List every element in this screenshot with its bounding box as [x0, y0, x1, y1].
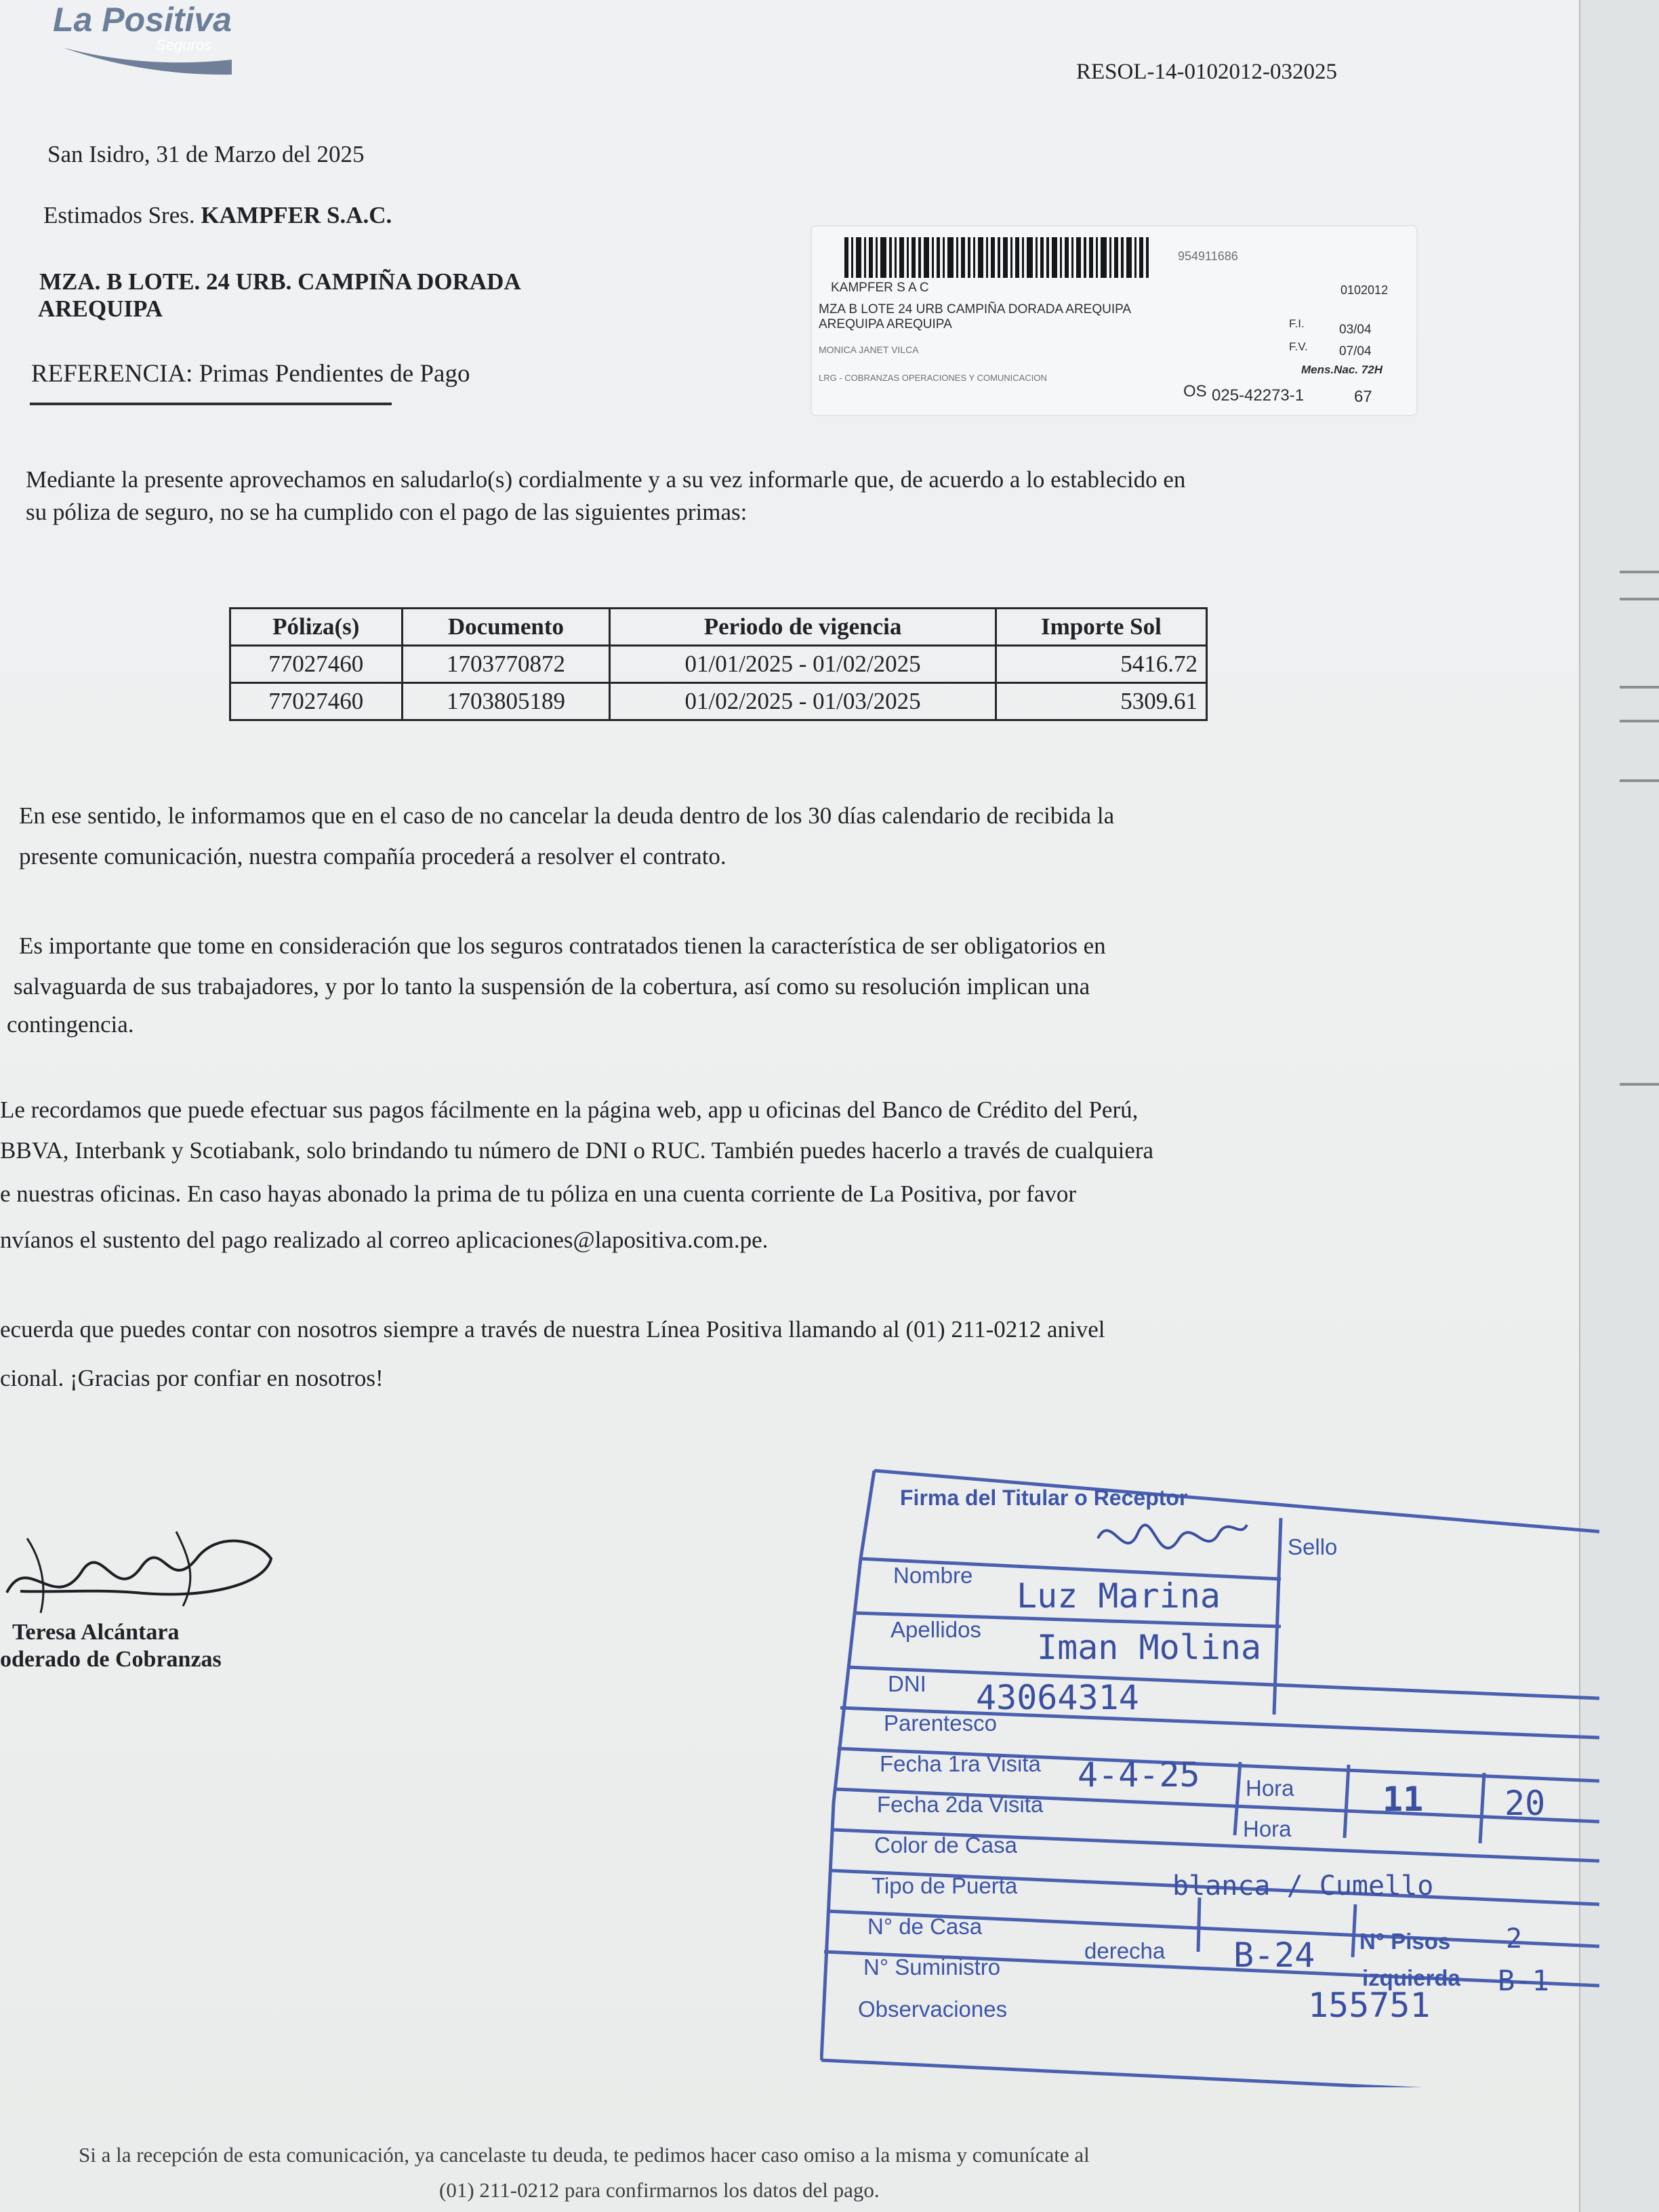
paragraph-3-line-2: salvaguarda de sus trabajadores, y por lo tanto la suspensión de la cobertura, así como su resolución implican una [14, 973, 1090, 1000]
edge-mark [1620, 686, 1659, 689]
stamp-hora2-label: Hora [1243, 1816, 1292, 1841]
label-fv-value: 07/04 [1339, 344, 1372, 359]
stamp-hora1-label: Hora [1246, 1776, 1294, 1801]
column-header: Periodo de vigencia [610, 609, 996, 646]
column-header: Documento [402, 609, 610, 646]
label-address-2: AREQUIPA AREQUIPA [819, 317, 952, 331]
stamp-npisos-label: N° Pisos [1359, 1929, 1451, 1954]
paragraph-4-line-2: BBVA, Interbank y Scotiabank, solo brindando tu número de DNI o RUC. También puedes hacerlo a través de cualquiera [0, 1137, 1154, 1164]
handwritten-pisos: 2 [1506, 1923, 1523, 1954]
address-line-1: MZA. B LOTE. 24 URB. CAMPIÑA DORADA [39, 268, 521, 295]
table-cell: 77027460 [230, 646, 403, 683]
edge-mark [1620, 720, 1659, 722]
barcode-icon [844, 237, 1183, 279]
paragraph-3-line-3: contingencia. [7, 1011, 134, 1038]
label-os-suffix: 67 [1354, 388, 1372, 406]
greeting [43, 202, 392, 229]
stamp-suministro-label: N° Suministro [863, 1954, 1001, 1980]
footer-line-2: (01) 211-0212 para confirmarnos los datos del pago. [439, 2178, 880, 2202]
logo-subtitle: Seguros [156, 37, 211, 54]
handwritten-apellidos: Iman Molina [1037, 1628, 1262, 1667]
intro-line-2: su póliza de seguro, no se ha cumplido con el pago de las siguientes primas: [26, 499, 747, 525]
stamp-color-label: Color de Casa [874, 1832, 1017, 1858]
address-line-2: AREQUIPA [38, 295, 163, 322]
table-cell: 5416.72 [996, 646, 1206, 683]
stamp-sello-label: Sello [1288, 1534, 1338, 1559]
signer-title: oderado de Cobranzas [0, 1647, 222, 1672]
stamp-parentesco-label: Parentesco [884, 1711, 997, 1736]
table-row [230, 683, 1207, 720]
label-dept: LRG - COBRANZAS OPERACIONES Y COMUNICACION [819, 373, 1047, 383]
paragraph-2-line-2: presente comunicación, nuestra compañía procederá a resolver el contrato. [19, 843, 726, 869]
stamp-derecha-label: derecha [1084, 1938, 1166, 1963]
stamp-apellidos-label: Apellidos [890, 1617, 981, 1642]
label-fi: F.I. [1289, 317, 1305, 330]
company-logo: La Positiva [53, 1, 232, 39]
label-person: MONICA JANET VILCA [819, 344, 919, 355]
handwritten-hora-a: 11 [1382, 1780, 1424, 1819]
label-fv: F.V. [1289, 340, 1308, 353]
table-row [230, 646, 1207, 683]
mail-label [812, 226, 1416, 415]
delivery-stamp [820, 1464, 1599, 2087]
label-fi-value: 03/04 [1339, 323, 1372, 337]
greeting-prefix: Estimados Sres. [43, 202, 195, 228]
reference-line: REFERENCIA: Primas Pendientes de Pago [31, 360, 470, 388]
signature-icon [0, 1511, 285, 1626]
handwritten-dni: 43064314 [976, 1678, 1139, 1717]
handwritten-nombre: Luz Marina [1017, 1576, 1221, 1616]
stamp-fecha2-label: Fecha 2da Visita [877, 1792, 1044, 1817]
signer-name: Teresa Alcántara [12, 1620, 180, 1645]
edge-mark [1620, 1083, 1659, 1086]
company-name: KAMPFER S.A.C. [201, 202, 392, 228]
resolution-code: RESOL-14-0102012-032025 [1076, 60, 1337, 84]
table-cell: 77027460 [230, 683, 403, 720]
logo-swoosh-icon [62, 35, 239, 76]
table-cell: 1703770872 [402, 646, 610, 683]
stamp-firma-label: Firma del Titular o Receptor [900, 1486, 1188, 1510]
paragraph-4-line-1: Le recordamos que puede efectuar sus pagos fácilmente en la página web, app u oficinas del Banco de Crédito del Perú, [0, 1097, 1139, 1123]
table-cell: 01/02/2025 - 01/03/2025 [610, 683, 996, 720]
handwritten-tipo: blanca / Cumello [1172, 1870, 1434, 1902]
label-address-1: MZA B LOTE 24 URB CAMPIÑA DORADA AREQUIPA [819, 302, 1132, 316]
label-os-number: 025-42273-1 [1212, 386, 1305, 405]
paragraph-3-line-1: Es importante que tome en consideración que los seguros contratados tienen la característica de ser obligatorios en [19, 933, 1106, 959]
reference-underline [30, 403, 392, 405]
paragraph-2-line-1: En ese sentido, le informamos que en el caso de no cancelar la deuda dentro de los 30 días calendario de recibida la [19, 802, 1115, 829]
handwritten-fecha1: 4-4-25 [1078, 1755, 1200, 1795]
paragraph-4-line-4: nvíanos el sustento del pago realizado al correo aplicaciones@lapositiva.com.pe. [0, 1227, 769, 1253]
paragraph-5-line-1: ecuerda que puedes contar con nosotros siempre a través de nuestra Línea Positiva llamando al (01) 211-0212 anivel [0, 1316, 1105, 1343]
table-cell: 01/01/2025 - 01/02/2025 [610, 646, 996, 683]
stamp-nombre-label: Nombre [893, 1563, 973, 1588]
edge-mark [1620, 779, 1659, 782]
table-header-row [230, 609, 1207, 646]
label-name: KAMPFER S A C [831, 281, 929, 295]
intro-line-1: Mediante la presente aprovechamos en saludarlo(s) cordialmente y a su vez informarle que, de acuerdo a lo establecido en [26, 466, 1186, 493]
stamp-ncasa-label: N° de Casa [867, 1914, 983, 1939]
column-header: Importe Sol [996, 609, 1206, 646]
stamp-tipo-label: Tipo de Puerta [872, 1873, 1018, 1898]
paragraph-5-line-2: cional. ¡Gracias por confiar en nosotros! [0, 1365, 384, 1391]
date-line: San Isidro, 31 de Marzo del 2025 [47, 141, 365, 167]
barcode-number: 954911686 [1178, 249, 1238, 263]
edge-mark [1620, 571, 1659, 573]
label-service: Mens.Nac. 72H [1301, 363, 1382, 376]
table-cell: 1703805189 [402, 683, 610, 720]
receiver-signature-icon [1091, 1498, 1254, 1579]
label-code: 0102012 [1340, 283, 1389, 297]
paragraph-4-line-3: e nuestras oficinas. En caso hayas abonado la prima de tu póliza en una cuenta corriente de La Positiva, por favor [0, 1181, 1077, 1207]
footer-line-1: Si a la recepción de esta comunicación, ya cancelaste tu deuda, te pedimos hacer caso omiso a la misma y comunícate al [79, 2143, 1090, 2167]
handwritten-casa: B-24 [1233, 1936, 1315, 1975]
handwritten-hora-b: 20 [1504, 1784, 1546, 1823]
stamp-dni-label: DNI [888, 1671, 926, 1696]
edge-mark [1620, 598, 1659, 600]
stamp-fecha1-label: Fecha 1ra Visita [880, 1751, 1041, 1776]
table-cell: 5309.61 [996, 683, 1206, 720]
policy-table [229, 607, 1208, 721]
stamp-observ-label: Observaciones [858, 1996, 1008, 2022]
stamp-izquierda-label: izquierda [1362, 1965, 1460, 1990]
column-header: Póliza(s) [230, 609, 403, 646]
handwritten-izquierda: B-1 [1498, 1964, 1549, 1997]
label-os: OS [1183, 382, 1207, 401]
handwritten-suministro: 155751 [1308, 1986, 1431, 2025]
